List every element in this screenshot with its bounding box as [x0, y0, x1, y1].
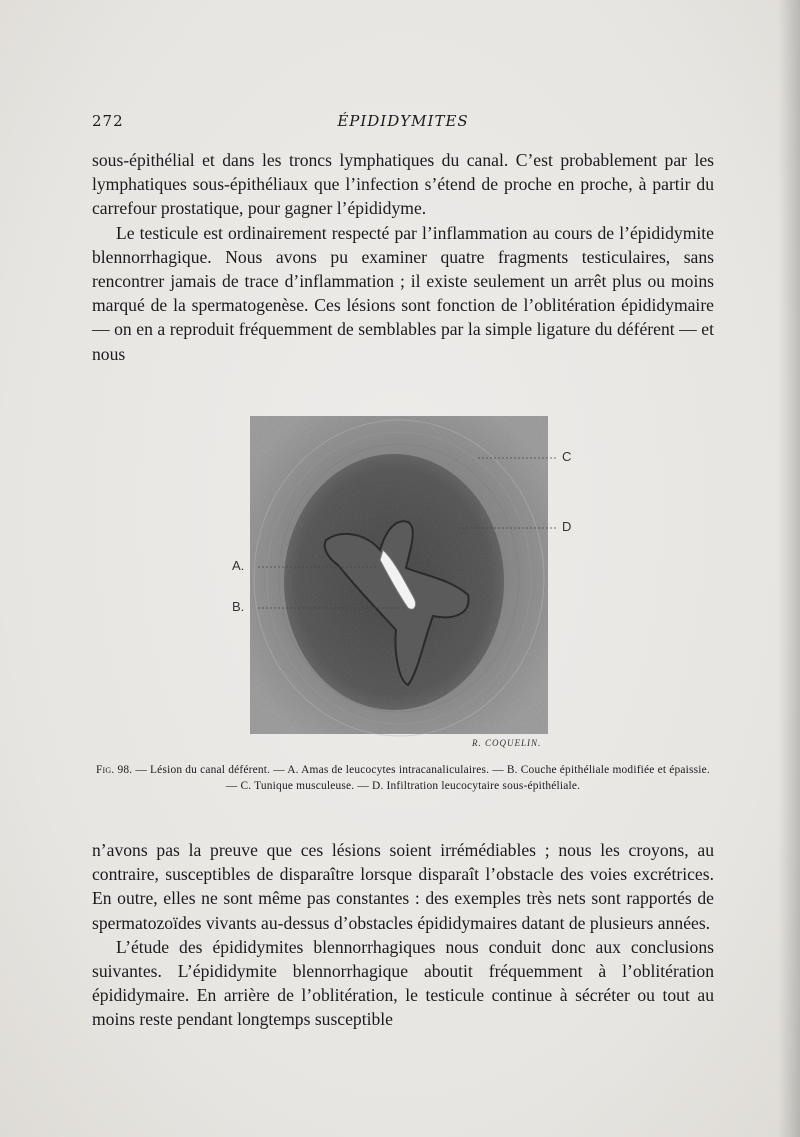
- page-edge-shadow: [778, 0, 800, 1137]
- body-text-top: [92, 148, 714, 366]
- body-text-bottom: [92, 838, 714, 1032]
- page-number: 272: [92, 112, 124, 130]
- figure-illustration: [228, 410, 588, 755]
- figure-number: Fig. 98.: [96, 764, 133, 776]
- paragraph: Le testicule est ordinairement respecté par l’inflammation au cours de l’épididymite blennorrhagique. Nous avons pu examiner quatre fragments testiculaires, sans rencontrer jamais de trace d’inflammation ; il existe seulement un arrêt plus ou moins marqué de la spermatogenèse. Ces lésions sont fonction de l’oblitération épididymaire — on en a reproduit fréquemment de semblables par la simple ligature du déférent — et nous: [92, 222, 714, 364]
- caption-text: — Lésion du canal déférent. — A. Amas de leucocytes intracanaliculaires. — B. Couche épithéliale modifiée et épaissie. — C. Tunique musculeuse. — D. Infiltration leucocytaire sous-épithéliale.: [135, 764, 710, 792]
- label-c: C: [562, 449, 572, 464]
- label-b: B.: [232, 599, 245, 614]
- running-head: ÉPIDIDYMITES: [337, 112, 469, 130]
- artist-signature: R. COQUELIN.: [472, 738, 542, 748]
- paragraph: sous-épithélial et dans les troncs lymphatiques du canal. C’est probablement par les lymphatiques sous-épithéliaux que l’infection s’étend de proche en proche, à partir du carrefour prostatique, pour gagner l’épididyme.: [92, 150, 714, 219]
- figure-caption: [92, 762, 714, 794]
- paragraph: n’avons pas la preuve que ces lésions soient irrémédiables ; nous les croyons, au contraire, susceptibles de disparaître lorsque disparaît l’obstacle des voies excrétrices. En outre, elles ne sont même pas constantes : des exemples très nets sont rapportés de spermatozoïdes vivants au-dessus d’obstacles épididymaires datant de plusieurs années.: [92, 840, 714, 933]
- histology-drawing: [228, 410, 588, 755]
- page-header: [92, 112, 714, 132]
- label-d: D: [562, 519, 572, 534]
- paragraph: L’étude des épididymites blennorrhagiques nous conduit donc aux conclusions suivantes. L’épididymite blennorrhagique aboutit fréquemment à l’oblitération épididymaire. En arrière de l’oblitération, le testicule continue à sécréter ou tout au moins reste pendant longtemps susceptible: [92, 936, 714, 1030]
- label-a: A.: [232, 558, 245, 573]
